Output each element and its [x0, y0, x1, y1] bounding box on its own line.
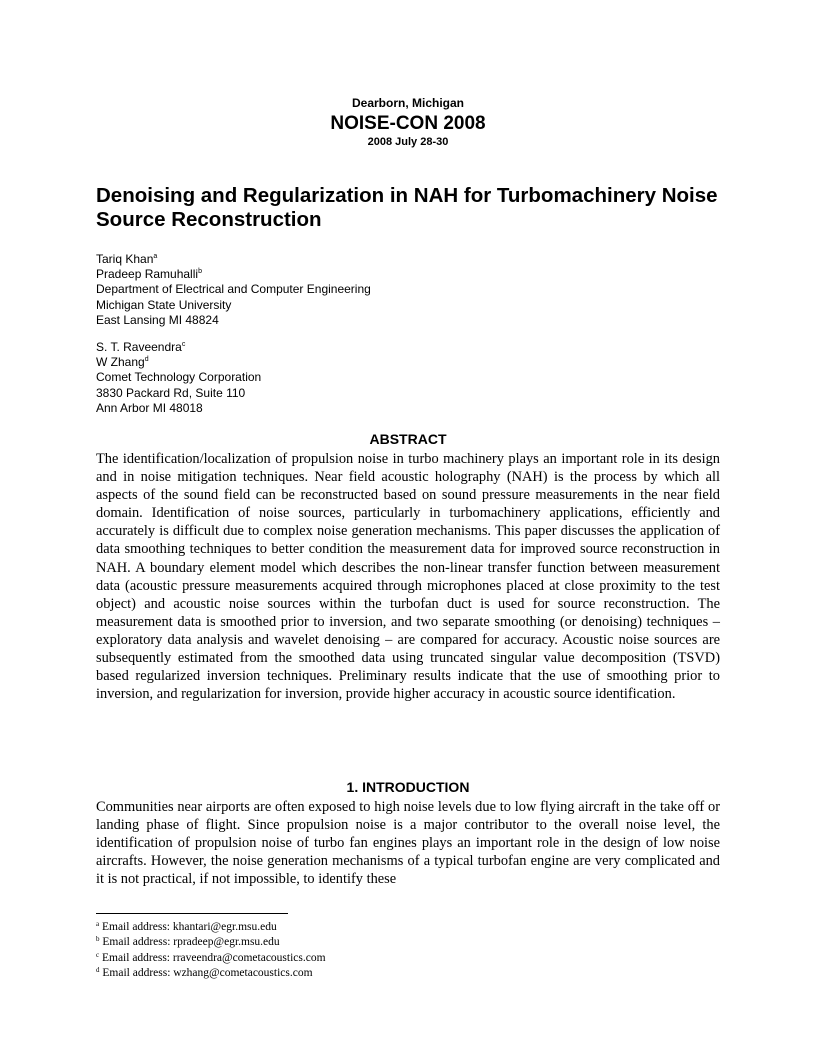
- author-institution: Michigan State University: [96, 297, 232, 312]
- paper-title: Denoising and Regularization in NAH for Turbomachinery Noise Source Reconstruction: [96, 184, 718, 231]
- author-footnote-mark: d: [144, 356, 149, 364]
- author-line: [96, 252, 736, 267]
- footnote-divider: [96, 913, 288, 914]
- author-name: W Zhang: [96, 355, 145, 370]
- author-organization: Comet Technology Corporation: [96, 370, 262, 385]
- footnotes: [96, 920, 596, 982]
- author-street: 3830 Packard Rd, Suite 110: [96, 385, 246, 400]
- footnote-text: Email address: rpradeep@egr.msu.edu: [102, 936, 280, 949]
- footnote-mark: b: [96, 935, 100, 944]
- author-block-comet: [96, 340, 736, 416]
- footnote: [96, 935, 596, 950]
- author-line: [96, 267, 736, 282]
- footnote-text: Email address: wzhang@cometacoustics.com: [102, 967, 313, 980]
- introduction-heading: 1. INTRODUCTION: [346, 779, 470, 795]
- author-footnote-mark: c: [181, 341, 186, 348]
- conference-dates: 2008 July 28-30: [367, 136, 449, 148]
- introduction-text: Communities near airports are often exposed to high noise levels due to low flying aircraft in the take off or landing phase of flight. Since propulsion noise is a major contributor to the overall noise level, the identification of propulsion noise of turbo fan engines plays an important role in the design of low noise aircrafts. However, the noise generation mechanisms of a typical turbofan engine are very complicated and it is not practical, if not impossible, to identify these: [96, 799, 720, 888]
- footnote: [96, 951, 596, 966]
- author-name: Tariq Khan: [96, 252, 154, 266]
- author-block-msu: [96, 252, 736, 328]
- footnote: [96, 920, 596, 935]
- footnote-mark: d: [96, 966, 100, 975]
- conference-location: Dearborn, Michigan: [351, 96, 464, 110]
- author-name: Pradeep Ramuhalli: [96, 267, 199, 282]
- footnote-text: Email address: khantari@egr.msu.edu: [101, 921, 277, 933]
- author-line: [96, 355, 736, 370]
- author-department: Department of Electrical and Computer Engineering: [96, 282, 371, 297]
- author-city: Ann Arbor MI 48018: [96, 400, 203, 415]
- author-footnote-mark: a: [153, 253, 158, 260]
- conference-name: NOISE-CON 2008: [330, 113, 486, 134]
- footnote-mark: c: [96, 950, 100, 959]
- author-footnote-mark: b: [198, 268, 202, 276]
- footnote: [96, 966, 596, 981]
- abstract-heading: ABSTRACT: [369, 431, 447, 447]
- footnote-mark: a: [96, 920, 100, 928]
- author-line: [96, 340, 736, 355]
- footnote-text: Email address: rraveendra@cometacoustics.com: [101, 951, 326, 964]
- author-address: East Lansing MI 48824: [96, 312, 219, 327]
- author-name: S. T. Raveendra: [96, 340, 182, 354]
- abstract-text: The identification/localization of propulsion noise in turbo machinery plays an important role in its design and in noise mitigation techniques. Near field acoustic holography (NAH) is the process by which all aspects of the sound field can be reconstructed based on sound pressure measurements in the near field domain. Identification of noise sources, particularly in turbomachinery applications, efficiently and accurately is difficult due to complex noise generation mechanisms. This paper discusses the application of data smoothing techniques to better condition the measurement data for improved source reconstruction in NAH. A boundary element model which describes the non-linear transfer function between measurement data (acoustic pressure measurements acquired through microphones placed at close proximity to the test object) and acoustic noise sources within the turbofan duct is used for source reconstruction. The measurement data is smoothed prior to inversion, and two separate smoothing (or denoising) techniques – exploratory data analysis and wavelet denoising – are compared for accuracy. Acoustic noise sources are subsequently estimated from the smoothed data using truncated singular value decomposition (TSVD) based regularized inversion techniques. Preliminary results indicate that the use of smoothing prior to inversion, and regularization for inversion, provide higher accuracy in acoustic source identification.: [96, 451, 720, 703]
